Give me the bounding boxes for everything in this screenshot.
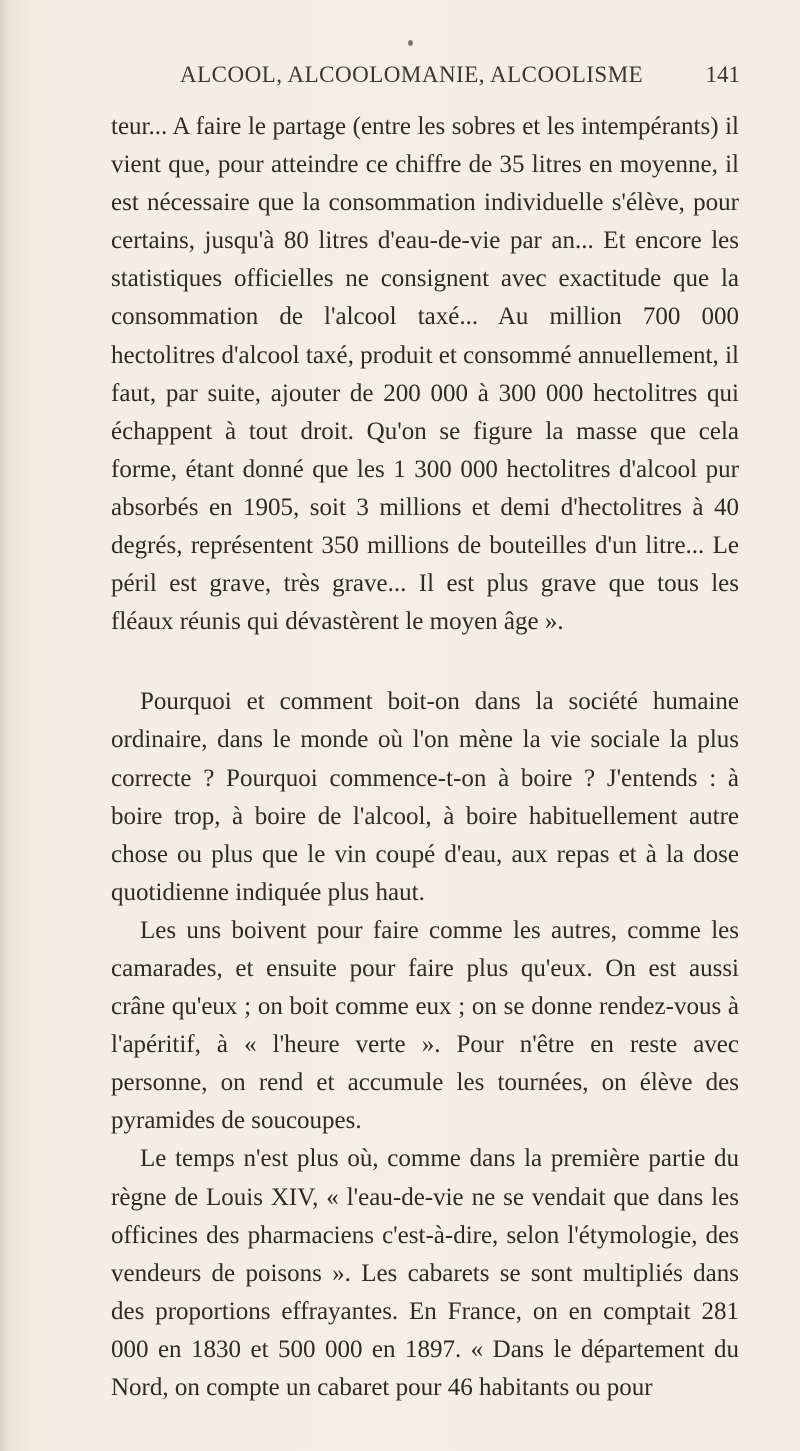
paragraph-continued: teur... A faire le partage (entre les sobres et les intempérants) il vient que, pour atteindre ce chiffre de 35 litres en moyenne, il est nécessaire que la consommation individuelle s'élève, pour certains, jusqu'à 80 litres d'eau-de-vie par an... Et encore les statistiques officielles ne consignent avec exactitude que la consommation de l'alcool taxé... Au million 700 000 hectolitres d'alcool taxé, produit et consommé annuellement, il faut, par suite, ajouter de 200 000 à 300 000 hectolitres qui échappent à tout droit. Qu'on se figure la masse que cela forme, étant donné que les 1 300 000 hectolitres d'alcool pur absorbés en 1905, soit 3 millions et demi d'hectolitres à 40 degrés, représentent 350 millions de bouteilles d'un litre... Le péril est grave, très grave... Il est plus grave que tous les fléaux réunis qui dévastèrent le moyen âge ». [111, 113, 739, 636]
print-dot-ornament [408, 40, 413, 46]
paragraph: Le temps n'est plus où, comme dans la première partie du règne de Louis XIV, « l'eau-de-vie ne se vendait que dans les officines des pharmaciens c'est-à-dire, selon l'étymologie, des vendeurs de poisons ». Les cabarets se sont multipliés dans des proportions effrayantes. En France, on en comptait 281 000 en 1830 et 500 000 en 1897. « Dans le département du Nord, on compte un cabaret pour 46 habitants ou pour [111, 1145, 739, 1401]
page-binding-edge [0, 0, 10, 1451]
page-header [180, 62, 740, 96]
page-number: 141 [705, 62, 740, 87]
body-text [111, 108, 739, 1407]
paragraph: Les uns boivent pour faire comme les autres, comme les camarades, et ensuite pour faire plus qu'eux. On est aussi crâne qu'eux ; on boit comme eux ; on se donne rendez-vous à l'apéritif, à « l'heure verte ». Pour n'être en reste avec personne, on rend et accumule les tournées, on élève des pyramides de soucoupes. [111, 916, 739, 1135]
running-title: ALCOOL, ALCOOLOMANIE, ALCOOLISME [180, 62, 644, 87]
paragraph-spacer [111, 641, 739, 683]
paragraph: Pourquoi et comment boit-on dans la société humaine ordinaire, dans le monde où l'on mène la vie sociale la plus correcte ? Pourquoi commence-t-on à boire ? J'entends : à boire trop, à boire de l'alcool, à boire habituellement autre chose ou plus que le vin coupé d'eau, aux repas et à la dose quotidienne indiquée plus haut. [111, 688, 739, 906]
